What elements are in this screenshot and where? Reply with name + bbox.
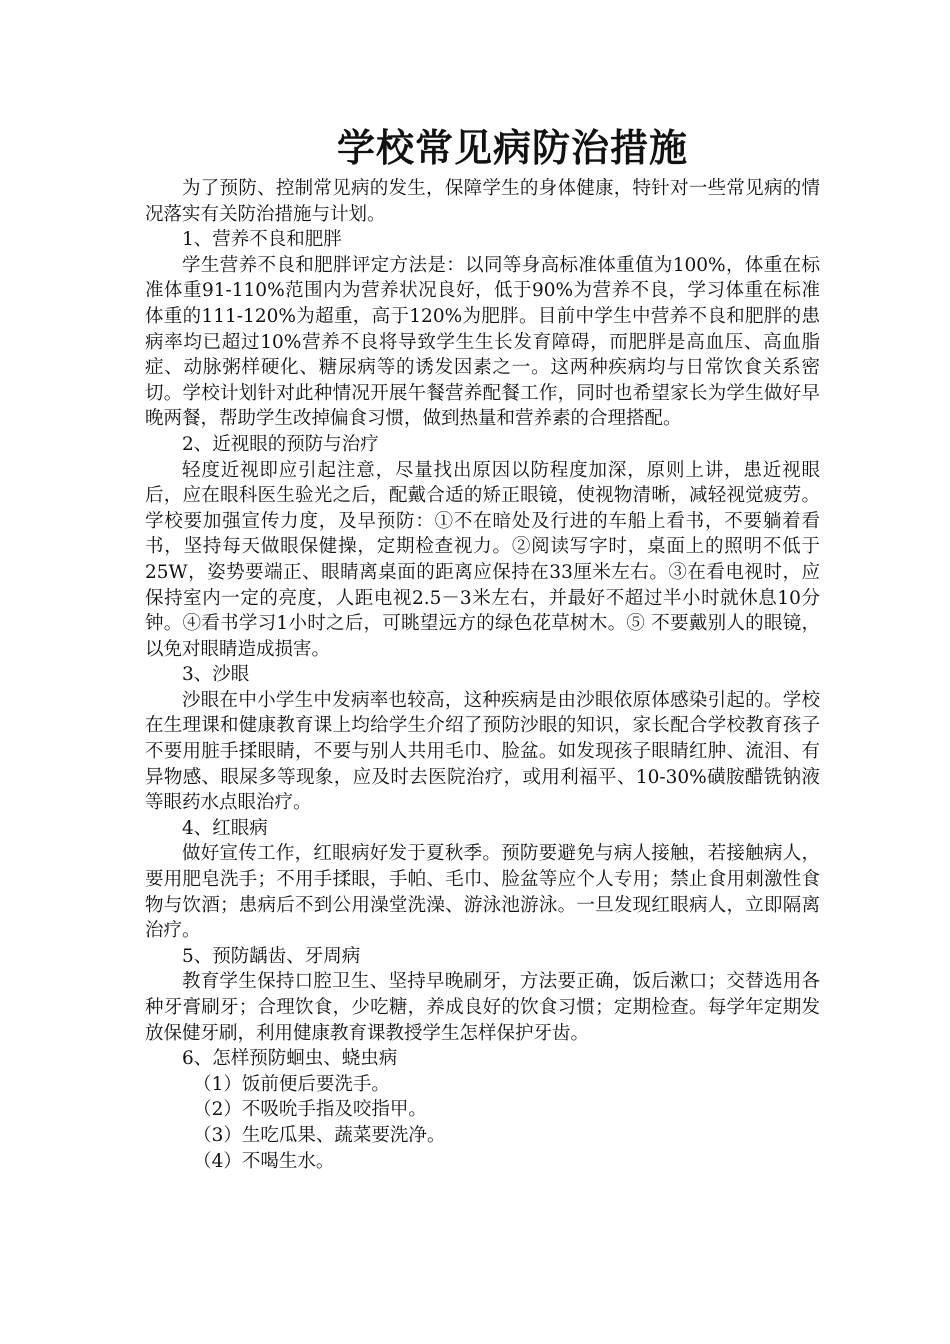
- list-item: （1）饭前便后要洗手。: [193, 1073, 390, 1095]
- section-heading-dental: 5、预防龋齿、牙周病: [182, 945, 361, 967]
- list-item: （2）不吸吮手指及咬指甲。: [193, 1099, 427, 1121]
- section-heading-trachoma: 3、沙眼: [182, 664, 250, 686]
- section-heading-myopia: 2、近视眼的预防与治疗: [182, 433, 379, 455]
- list-item: （4）不喝生水。: [193, 1150, 335, 1172]
- section-body-myopia: 轻度近视即应引起注意，尽量找出原因以防程度加深，原则上讲，患近视眼后，应在眼科医生验光之后，配戴合适的矫正眼镜，使视物清晰，减轻视觉疲劳。学校要加强宣传力度，及早预防：①不在暗处及行进的车船上看书，不要躺着看书，坚持每天做眼保健操，定期检查视力。②阅读写字时，桌面上的照明不低于25W，姿势要端正、眼睛离桌面的距离应保持在33厘米左右。③在看电视时，应保持室内一定的亮度，人距电视2.5－3米左右，并最好不超过半小时就休息10分钟。④看书学习1小时之后，可眺望远方的绿色花草树木。⑤ 不要戴别人的眼镜，以免对眼睛造成损害。: [145, 459, 820, 660]
- page-title: 学校常见病防治措施: [336, 125, 688, 170]
- section-heading-parasites: 6、怎样预防蛔虫、蛲虫病: [182, 1048, 398, 1070]
- list-item: （3）生吃瓜果、蔬菜要洗净。: [193, 1124, 446, 1146]
- section-body-trachoma: 沙眼在中小学生中发病率也较高，这种疾病是由沙眼依原体感染引起的。学校在生理课和健康教育课上均给学生介绍了预防沙眼的知识，家长配合学校教育孩子不要用脏手揉眼睛，不要与别人共用毛巾、脸盆。如发现孩子眼睛红肿、流泪、有异物感、眼屎多等现象，应及时去医院治疗，或用利福平、10-30%磺胺醋铣钠液等眼药水点眼治疗。: [145, 689, 820, 814]
- section-body-nutrition: 学生营养不良和肥胖评定方法是：以同等身高标准体重值为100%，体重在标准体重91-110%范围内为营养状况良好，低于90%为营养不良，学习体重在标准体重的111-120%为超重，高于120%为肥胖。目前中学生中营养不良和肥胖的患病率均已超过10%营养不良将导致学生生长发育障碍，而肥胖是高血压、高血脂症、动脉粥样硬化、糖尿病等的诱发因素之一。这两种疾病均与日常饮食关系密切。学校计划针对此种情况开展午餐营养配餐工作，同时也希望家长为学生做好早晚两餐，帮助学生改掉偏食习惯，做到热量和营养素的合理搭配。: [145, 254, 820, 430]
- section-heading-pinkeye: 4、红眼病: [182, 817, 268, 839]
- section-body-dental: 教育学生保持口腔卫生、坚持早晚刷牙，方法要正确，饭后漱口；交替选用各种牙膏刷牙；合理饮食，少吃糖，养成良好的饮食习惯；定期检查。每学年定期发放保健牙刷，利用健康教育课教授学生怎样保护牙齿。: [145, 971, 820, 1044]
- section-heading-nutrition: 1、营养不良和肥胖: [182, 229, 342, 251]
- section-body-pinkeye: 做好宣传工作，红眼病好发于夏秋季。预防要避免与病人接触，若接触病人，要用肥皂洗手；不用手揉眼，手帕、毛巾、脸盆等应个人专用；禁止食用刺激性食物与饮酒；患病后不到公用澡堂洗澡、游泳池游泳。一旦发现红眼病人，立即隔离治疗。: [145, 843, 820, 942]
- intro-paragraph: 为了预防、控制常见病的发生，保障学生的身体健康，特针对一些常见病的情况落实有关防治措施与计划。: [145, 178, 820, 225]
- document-body: [145, 176, 820, 1174]
